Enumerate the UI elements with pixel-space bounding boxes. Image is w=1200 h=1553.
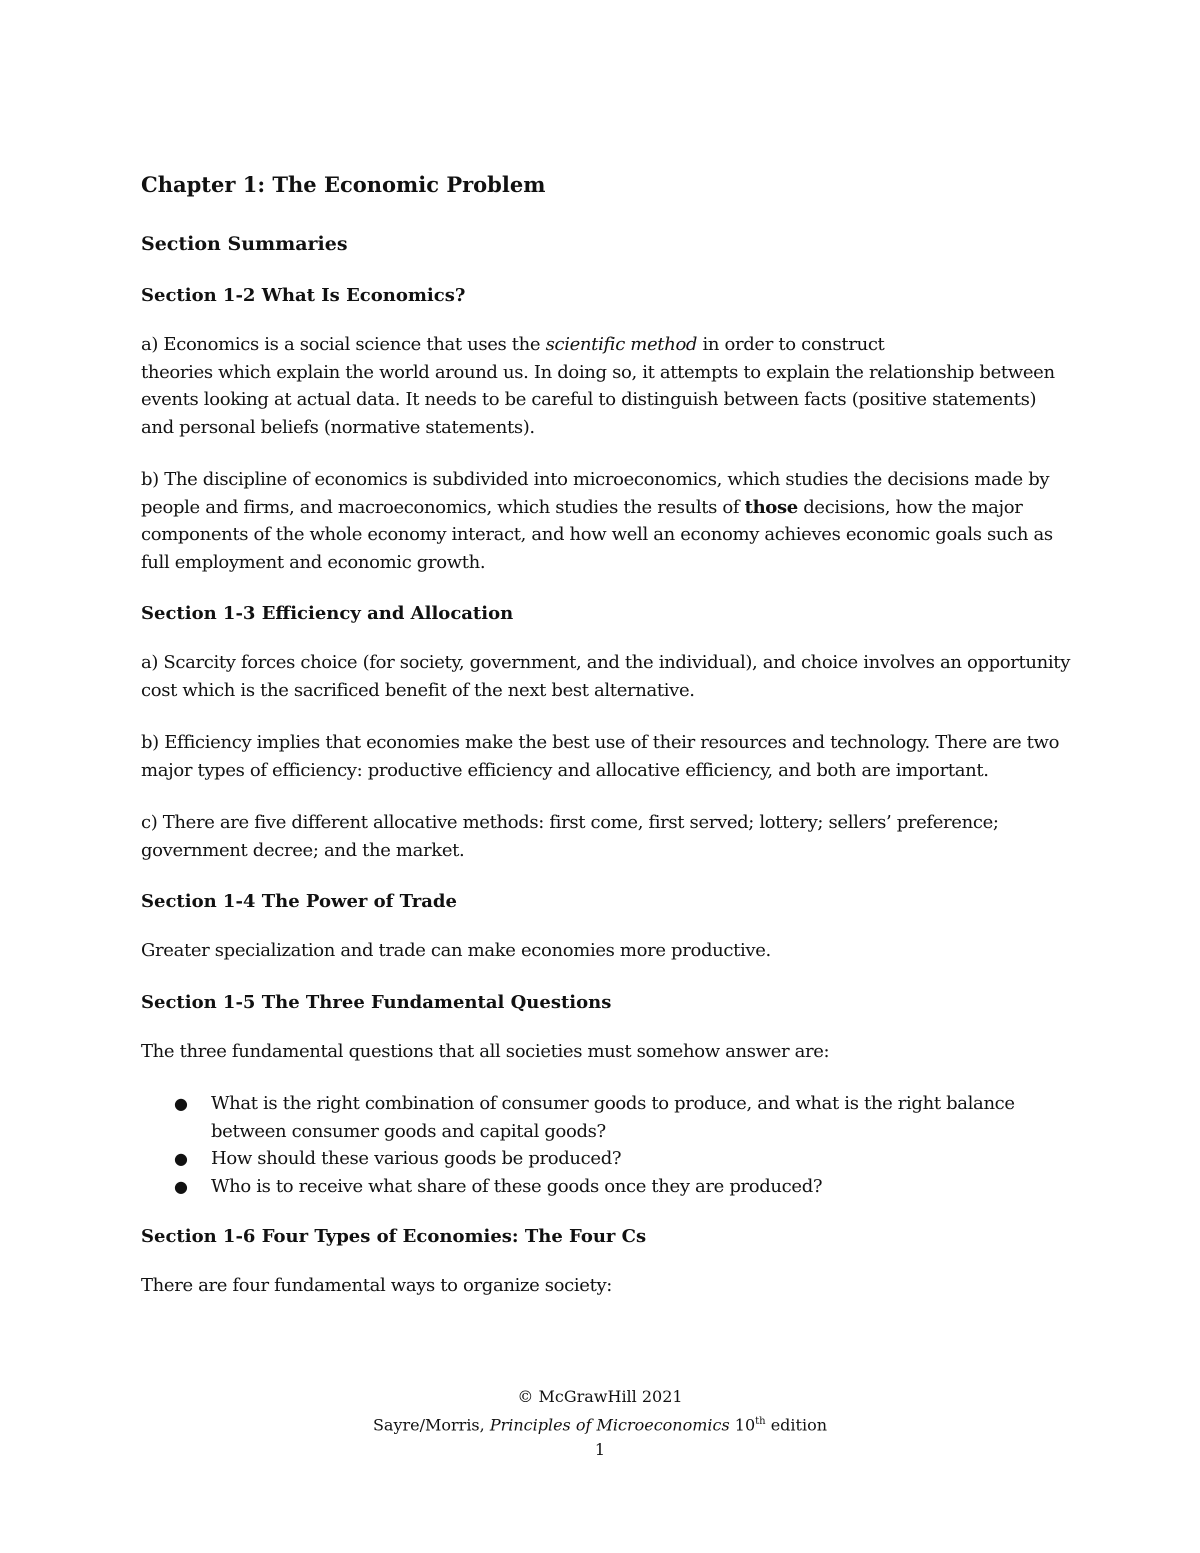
paragraph-1-3-a: a) Scarcity forces choice (for society, government, and the individual), and choice involves an opportunity cost which is the sacrificed benefit of the next best alternative. — [141, 652, 1071, 701]
paragraph-1-6: There are four fundamental ways to organize society: — [141, 1275, 613, 1296]
paragraph-1-3-b: b) Efficiency implies that economies make the best use of their resources and technology. There are two major types of efficiency: productive efficiency and allocative efficiency, and both are important. — [141, 732, 1060, 781]
emphasis-scientific-method: scientific method — [545, 334, 698, 355]
paragraph-1-2-a — [141, 331, 1071, 441]
edition-suffix: th — [755, 1416, 766, 1427]
paragraph-text: decisions, how the major components of the whole economy interact, and how well an economy achieves economic goals such as full employment and economic growth. — [141, 496, 1053, 573]
paragraph-1-4: Greater specialization and trade can make economies more productive. — [141, 940, 771, 961]
edition-number: 10 — [729, 1415, 756, 1435]
page-footer — [0, 1384, 1200, 1462]
edition-word: edition — [765, 1415, 828, 1435]
section-summaries-title: Section Summaries — [141, 233, 348, 255]
section-heading-1-3: Section 1-3 Efficiency and Allocation — [141, 603, 514, 624]
citation-line — [0, 1409, 1200, 1437]
paragraph-text: in order to construct — [697, 334, 885, 355]
document-page — [141, 170, 1071, 1325]
section-heading-1-4: Section 1-4 The Power of Trade — [141, 891, 457, 912]
section-heading-1-6: Section 1-6 Four Types of Economies: The Four Cs — [141, 1226, 647, 1247]
section-heading-1-5: Section 1-5 The Three Fundamental Questions — [141, 991, 612, 1013]
paragraph-1-2-b — [141, 466, 1071, 576]
copyright-line: © McGrawHill 2021 — [517, 1387, 683, 1406]
bullet-icon: ● — [174, 1176, 188, 1196]
list-item — [141, 1145, 1071, 1173]
book-title: Principles of Microeconomics — [489, 1415, 730, 1435]
list-item — [141, 1173, 1071, 1201]
list-item-text: What is the right combination of consumer goods to produce, and what is the right balance between consumer goods and capital goods? — [211, 1093, 1015, 1142]
paragraph-text: theories which explain the world around us. In doing so, it attempts to explain the relationship between events looking at actual data. It needs to be careful to distinguish between facts (positive statements) and personal beliefs (normative statements). — [141, 361, 1055, 438]
list-item — [141, 1090, 1071, 1145]
paragraph-1-5: The three fundamental questions that all societies must somehow answer are: — [141, 1040, 830, 1062]
paragraph-1-3-c: c) There are five different allocative methods: first come, first served; lottery; sellers’ preference; government decree; and the market. — [141, 812, 999, 861]
bullet-icon: ● — [174, 1149, 188, 1168]
list-item-text: How should these various goods be produced? — [211, 1148, 622, 1169]
paragraph-text: b) The discipline of economics is subdivided into microeconomics, which studies the decisions made by people and firms, and macroeconomics, which studies the results of — [141, 469, 1050, 518]
fundamental-questions-list — [141, 1090, 1071, 1200]
page-number: 1 — [594, 1440, 606, 1460]
strong-those: those — [744, 496, 798, 518]
paragraph-text: a) Economics is a social science that uses the — [141, 334, 546, 355]
list-item-text: Who is to receive what share of these goods once they are produced? — [211, 1175, 823, 1197]
section-heading-1-2: Section 1-2 What Is Economics? — [141, 285, 466, 306]
chapter-title: Chapter 1: The Economic Problem — [141, 172, 546, 197]
bullet-icon: ● — [174, 1094, 188, 1113]
authors: Sayre/Morris, — [372, 1415, 490, 1435]
